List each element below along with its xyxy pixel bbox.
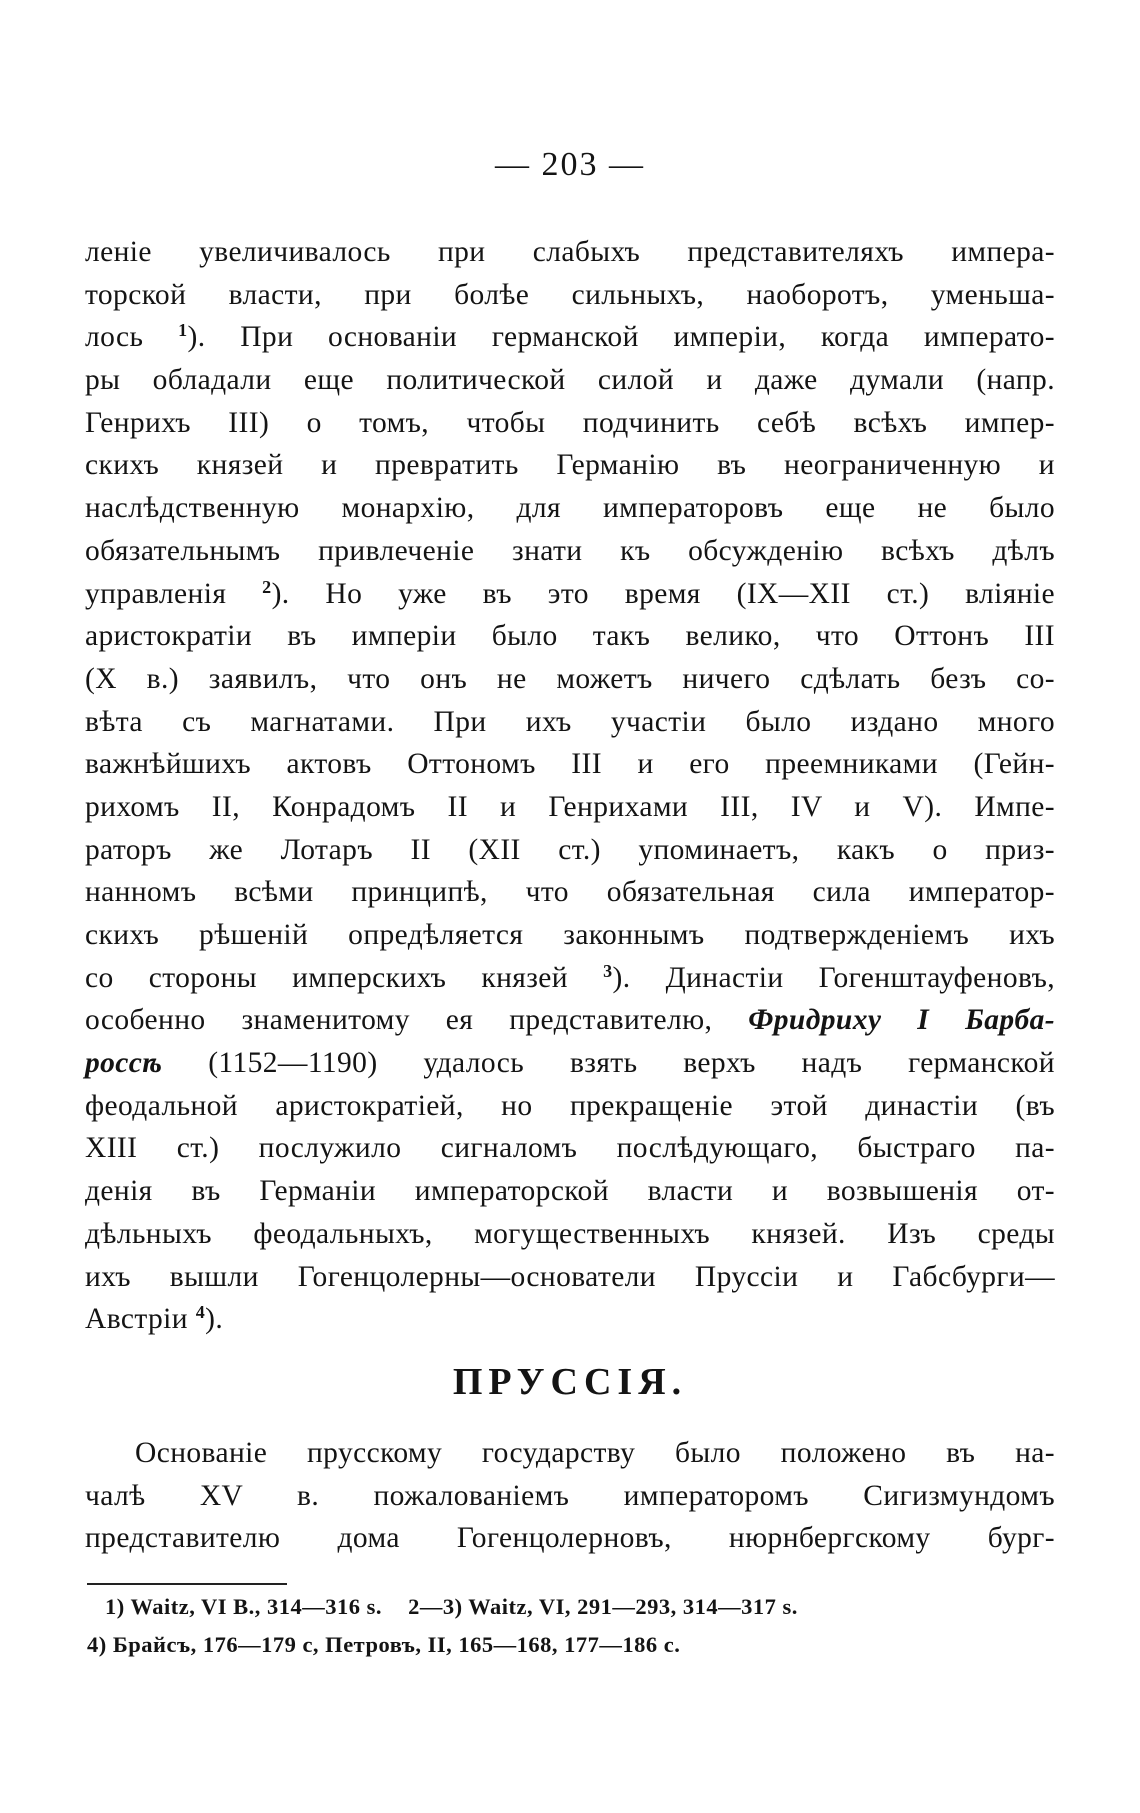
text-fragment: ). Но уже въ это время (IX—XII ст.) вліяніе — [271, 577, 1056, 610]
page-number: — 203 — — [495, 146, 645, 183]
text-fragment: со стороны имперскихъ князей — [85, 961, 568, 994]
text-line: скихъ рѣшеній опредѣляется законнымъ подтвержденіемъ ихъ — [85, 919, 1055, 951]
text-line — [85, 1298, 1055, 1341]
text-line: рихомъ II, Конрадомъ II и Генрихами III, IV и V). Импе- — [85, 790, 1055, 823]
footnote-text: 2—3) Waitz, VI, 291—293, 314—317 s. — [408, 1594, 798, 1619]
footnote-text: 1) Waitz, VI B., 314—316 s. — [105, 1594, 383, 1619]
footnote-ref: 2 — [262, 576, 272, 597]
section-heading: ПРУССІЯ. — [452, 1361, 688, 1403]
text-fragment: ). — [205, 1303, 224, 1336]
text-fragment: Австріи — [85, 1303, 188, 1336]
text-line: (X в.) заявилъ, что онъ не можетъ ничего сдѣлать безъ со- — [85, 662, 1055, 695]
footnote-line: 4) Брайсъ, 176—179 с, Петровъ, II, 165—168, 177—186 с. — [87, 1632, 681, 1657]
text-fragment: ). Династіи Гогенштауфеновъ, — [612, 961, 1055, 994]
emphasized-name: россѣ — [85, 1047, 163, 1080]
text-line — [85, 316, 1055, 359]
text-fragment: лось — [85, 321, 144, 354]
footnote-ref: 4 — [195, 1302, 206, 1323]
emphasized-name: Фридриху I Барба- — [748, 1004, 1056, 1037]
text-line: денія въ Германіи императорской власти и возвышенія от- — [85, 1175, 1055, 1208]
footnotes — [87, 1588, 967, 1664]
text-line: аристократіи въ имперіи было такъ велико, что Оттонъ III — [85, 620, 1055, 653]
text-line — [85, 573, 1055, 616]
text-line: дѣльныхъ феодальныхъ, могущественныхъ князей. Изъ среды — [85, 1217, 1055, 1250]
text-fragment: (1152—1190) удалось взять верхъ надъ германской — [208, 1047, 1055, 1080]
main-text — [85, 231, 1055, 1341]
text-line — [85, 957, 1055, 1000]
text-line: обязательнымъ привлеченіе знати къ обсужденію всѣхъ дѣлъ — [85, 534, 1055, 567]
text-fragment: ). При основаніи германской имперіи, когда императо- — [187, 321, 1055, 354]
text-line: раторъ же Лотаръ II (XII ст.) упоминаетъ, какъ о приз- — [85, 833, 1055, 866]
text-line: скихъ князей и превратить Германію въ неограниченную и — [85, 449, 1055, 482]
text-fragment: управленія — [85, 577, 227, 610]
text-fragment: особенно знаменитому ея представителю, — [85, 1004, 713, 1037]
footnote-line — [87, 1588, 967, 1626]
text-line: нанномъ всѣми принципѣ, что обязательная сила император- — [85, 876, 1055, 909]
text-line — [85, 999, 1055, 1042]
footnote-ref: 1 — [178, 320, 188, 341]
text-line: представителю дома Гогенцолерновъ, нюрнбергскому бург- — [85, 1522, 1055, 1555]
text-line: наслѣдственную монархію, для императоровъ еще не было — [85, 492, 1055, 525]
section-text — [85, 1432, 1055, 1560]
text-line: вѣта съ магнатами. При ихъ участіи было издано много — [85, 705, 1055, 738]
text-line: ры обладали еще политической силой и даже думали (напр. — [85, 364, 1055, 397]
text-line: XIII ст.) послужило сигналомъ послѣдующаго, быстраго па- — [85, 1132, 1055, 1165]
text-line: Основаніе прусскому государству было положено въ на- — [135, 1437, 1055, 1469]
footnote-ref: 3 — [603, 960, 613, 981]
footnote-divider — [87, 1583, 287, 1585]
text-line: чалѣ XV в. пожалованіемъ императоромъ Сигизмундомъ — [85, 1479, 1055, 1512]
text-line: феодальной аристократіей, но прекращеніе этой династіи (въ — [85, 1089, 1055, 1122]
text-line: Генрихъ III) о томъ, чтобы подчинить себѣ всѣхъ импер- — [85, 406, 1055, 439]
text-line: леніе увеличивалось при слабыхъ представителяхъ импера- — [85, 236, 1055, 268]
text-line: ихъ вышли Гогенцолерны—основатели Пруссіи и Габсбурги— — [85, 1260, 1055, 1293]
text-line: важнѣйшихъ актовъ Оттономъ III и его преемниками (Гейн- — [85, 748, 1055, 781]
text-line: торской власти, при болѣе сильныхъ, наоборотъ, уменьша- — [85, 278, 1055, 311]
text-line — [85, 1042, 1055, 1085]
